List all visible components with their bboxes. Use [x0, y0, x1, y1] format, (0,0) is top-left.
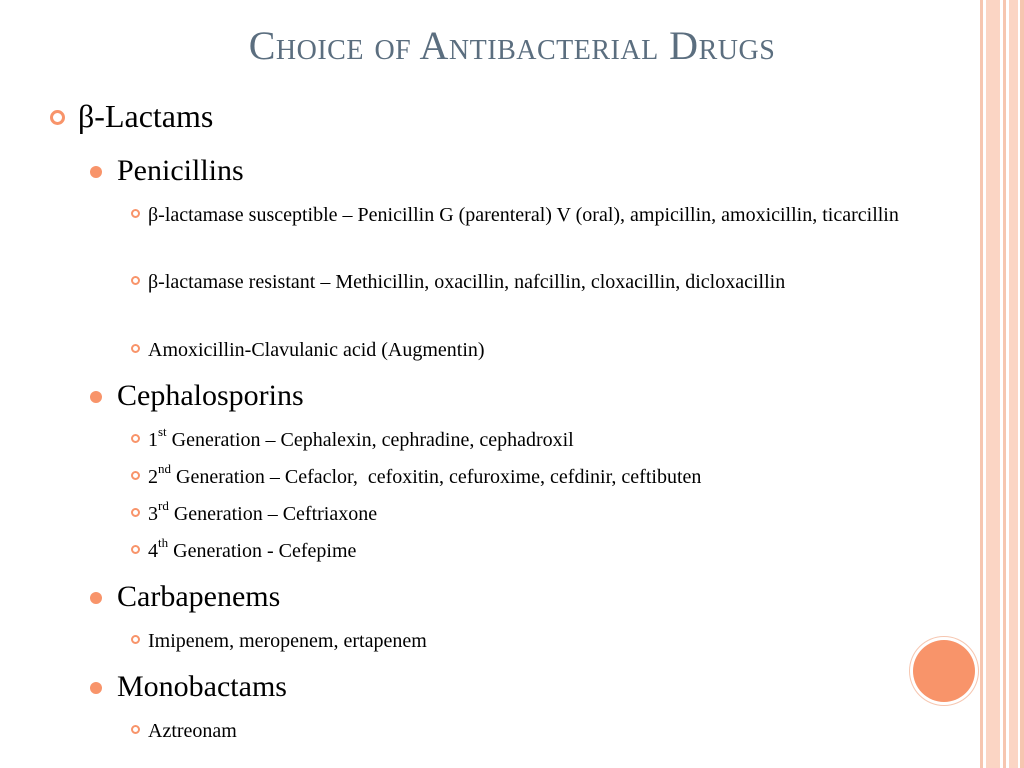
- decorative-stripe: [1009, 0, 1018, 768]
- list-item: [148, 499, 908, 529]
- generation-number: 4: [148, 540, 158, 562]
- ring-bullet-icon: [131, 545, 140, 554]
- dot-bullet-icon: [90, 166, 102, 178]
- generation-number: 2: [148, 466, 158, 488]
- list-item: [148, 335, 908, 365]
- ring-bullet-icon: [131, 209, 140, 218]
- list-item: [148, 425, 908, 455]
- list-item: [148, 267, 908, 297]
- list-item-text: Aztreonam: [148, 720, 237, 742]
- section-cephalosporins: [117, 379, 304, 413]
- section-label: Carbapenems: [117, 580, 281, 613]
- section-label: Penicillins: [117, 154, 244, 187]
- list-item-text: Generation - Cefepime: [168, 540, 357, 562]
- section-carbapenems: [117, 580, 280, 614]
- list-item-text: Generation – Cephalexin, cephradine, cephadroxil: [166, 429, 574, 451]
- decorative-stripe: [1003, 0, 1006, 768]
- decorative-stripe: [986, 0, 1000, 768]
- decorative-stripe: [980, 0, 983, 768]
- ordinal-suffix: th: [158, 535, 169, 551]
- list-item-text: Generation – Cefaclor, cefoxitin, cefuroxime, cefdinir, ceftibuten: [171, 466, 702, 488]
- list-item-text: β-lactamase susceptible – Penicillin G (parenteral) V (oral), ampicillin, amoxicillin, ticarcillin: [148, 204, 899, 226]
- dot-bullet-icon: [90, 391, 102, 403]
- ordinal-suffix: st: [158, 424, 167, 440]
- ring-bullet-icon: [131, 344, 140, 353]
- list-item: [148, 536, 908, 566]
- ring-bullet-icon: [131, 434, 140, 443]
- dot-bullet-icon: [90, 682, 102, 694]
- ordinal-suffix: rd: [158, 498, 169, 514]
- section-label: Monobactams: [117, 670, 287, 703]
- heading-text: β-Lactams: [78, 98, 214, 134]
- generation-number: 1: [148, 429, 158, 451]
- generation-number: 3: [148, 503, 158, 525]
- section-monobactams: [117, 670, 287, 704]
- dot-bullet-icon: [90, 592, 102, 604]
- ring-bullet-icon: [131, 725, 140, 734]
- ring-bullet-icon: [131, 508, 140, 517]
- heading-beta-lactams: [78, 98, 213, 134]
- ring-bullet-icon: [131, 471, 140, 480]
- section-penicillins: [117, 154, 244, 188]
- list-item: [148, 462, 908, 492]
- list-item: [148, 626, 908, 656]
- section-label: Cephalosporins: [117, 379, 304, 412]
- list-item-text: Amoxicillin-Clavulanic acid (Augmentin): [148, 339, 485, 361]
- ring-bullet-icon: [131, 635, 140, 644]
- list-item: [148, 716, 908, 746]
- ring-bullet-icon: [131, 276, 140, 285]
- decorative-stripe: [1020, 0, 1024, 768]
- slide-title: Choice of Antibacterial Drugs: [248, 23, 776, 68]
- list-item-text: Imipenem, meropenem, ertapenem: [148, 630, 427, 652]
- list-item-text: Generation – Ceftriaxone: [168, 503, 378, 525]
- list-item: [148, 200, 908, 230]
- decorative-circle: [913, 640, 975, 702]
- ordinal-suffix: nd: [158, 461, 171, 477]
- list-item-text: β-lactamase resistant – Methicillin, oxacillin, nafcillin, cloxacillin, dicloxacillin: [148, 271, 786, 293]
- ring-bullet-icon: [50, 110, 65, 125]
